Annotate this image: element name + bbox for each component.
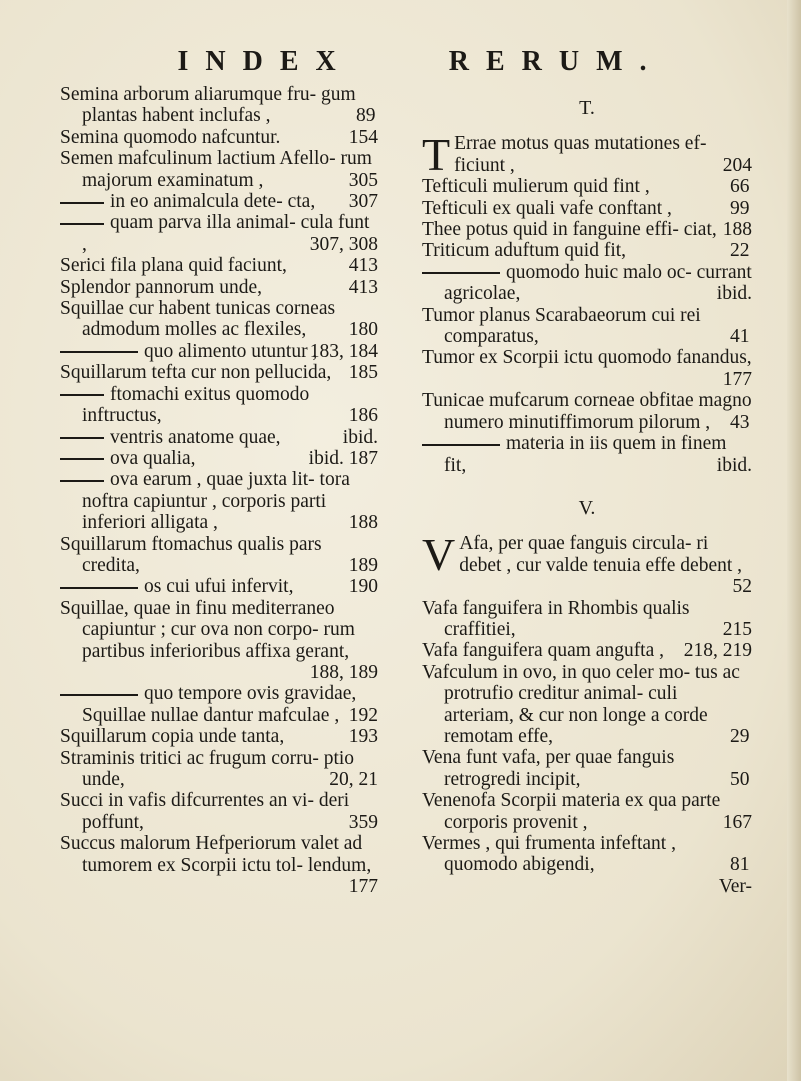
index-entry (60, 469, 378, 533)
entry-text: materia in iis quem in finem fit, (444, 433, 727, 476)
entry-page-number: ibid. (716, 283, 752, 305)
entry-text: Serici fila plana quid faciunt, (60, 255, 287, 277)
entry-page-number: 177 (722, 368, 752, 390)
entry-page-number: ibid. (342, 426, 378, 448)
index-entry: Vafculum in ovo, in quo celer mo- tus ac protrufio creditur animal- culi arteriam, & cur non longe a corde remotam effe, 29 (422, 661, 750, 747)
index-entry (60, 534, 378, 577)
section-heading-v: V. (578, 496, 596, 519)
entry-page-number: 190 (348, 576, 378, 598)
entry-text: Tumor ex Scorpii ictu quomodo fanandus, (422, 347, 752, 369)
index-entry (60, 212, 378, 255)
entry-text: Vafculum in ovo, in quo celer mo- tus ac protrufio creditur animal- culi arteriam, & cur non longe a corde remotam effe, (422, 661, 740, 747)
right-column (422, 84, 752, 897)
entry-page-number: 20, 21 (329, 769, 378, 790)
entry-page-number: 167 (722, 811, 752, 833)
entry-text: Thee potus quid in fanguine effi- ciat, (422, 219, 717, 241)
entry-page-number: 192 (348, 704, 378, 726)
entry-text: Succi in vafis difcurrentes an vi- deri poffunt, (60, 790, 350, 833)
entry-text: Vena funt vafa, per quae fanguis retrogredi incipit, (422, 747, 675, 790)
ditto-dash (60, 202, 104, 204)
index-entry (422, 529, 752, 598)
entry-text: Straminis tritici ac frugum corru- ptio unde, (60, 747, 355, 790)
entry-page-number: 305 (348, 169, 378, 191)
entry-page-number: 413 (348, 255, 378, 277)
entry-page-number: 188, 189 (309, 661, 378, 683)
header-rerum: RERUM. (448, 46, 664, 77)
index-entry (60, 384, 378, 427)
entry-text: quam parva illa animal- cula funt , (82, 212, 370, 255)
entry-page-number: 359 (348, 811, 378, 833)
entry-text: Squillae cur habent tunicas corneas admodum molles ac flexiles, (60, 298, 336, 341)
ditto-dash (60, 437, 104, 439)
dropcap: T (422, 129, 451, 181)
entry-page-number: 204 (722, 154, 752, 176)
entry-page-number: 193 (348, 726, 378, 748)
entry-text: os cui ufui infervit, (144, 576, 294, 598)
index-entry (60, 255, 378, 276)
dropcap: V (422, 529, 456, 581)
entry-page-number: 413 (348, 276, 378, 298)
index-entry (60, 790, 378, 833)
entry-page-number: 188 (348, 512, 378, 534)
entry-text: Squillarum copia unde tanta, (60, 726, 285, 748)
entry-text: quomodo huic malo oc- currant agricolae, (444, 261, 752, 305)
entry-text: Squillarum ftomachus qualis pars credita, (60, 533, 322, 576)
entry-page-number: 186 (348, 405, 378, 427)
ditto-dash (422, 272, 500, 274)
index-entry (60, 148, 378, 191)
page-header (0, 46, 801, 78)
section-heading-t: T. (579, 97, 595, 119)
entry-text: Squillae, quae in finu mediterraneo capiuntur ; cur ova non corpo- rum partibus inferioribus affixa gerant, (60, 597, 355, 662)
index-entry (60, 427, 378, 448)
v-entries (422, 529, 752, 876)
page-edge (787, 0, 801, 1081)
index-entry (422, 129, 752, 181)
t-entries (422, 129, 752, 476)
index-entry (60, 748, 378, 791)
index-entry (422, 790, 752, 833)
entry-text: Vafa fanguifera quam angufta , (422, 640, 665, 662)
entry-text: Triticum aduftum quid fit, (422, 240, 627, 262)
index-entry: Triticum aduftum quid fit, 22 (422, 240, 750, 262)
index-entry: Tumor planus Scarabaeorum cui rei comparatus, 41 (422, 304, 750, 348)
ditto-dash (422, 444, 500, 446)
index-entry (60, 341, 378, 362)
entry-text: Venenofa Scorpii materia ex qua parte corporis provenit , (422, 790, 721, 833)
entry-text: Succus malorum Hefperiorum valet ad tumorem ex Scorpii ictu tol- lendum, (60, 833, 372, 876)
index-entry (422, 347, 752, 390)
index-entry (60, 683, 378, 726)
entry-page-number: 177 (348, 876, 378, 898)
entry-text: Tunicae mufcarum corneae obfitae magno numero minutiffimorum pilorum , (422, 390, 752, 433)
entry-page-number: ibid. (716, 454, 752, 476)
entry-page-number: 52 (732, 576, 752, 598)
index-entry (60, 448, 378, 469)
entry-page-number: ibid. 187 (308, 447, 378, 469)
index-entry (422, 598, 752, 641)
entry-text: Splendor pannorum unde, (60, 276, 263, 298)
entry-page-number: 180 (348, 319, 378, 341)
index-entry: Tunicae mufcarum corneae obfitae magno numero minutiffimorum pilorum , 43 (422, 390, 752, 433)
ditto-dash (60, 587, 138, 589)
index-entry (60, 298, 378, 341)
entry-text: Squillarum tefta cur non pellucida, (60, 362, 332, 384)
entry-page-number: 185 (348, 362, 378, 384)
entry-text: Tefticuli mulierum quid fint , (422, 176, 650, 198)
index-entry: Tefticuli ex quali vafe conftant , 99 (422, 197, 750, 219)
ditto-dash (60, 351, 138, 353)
index-entry (60, 726, 378, 747)
ditto-dash (60, 458, 104, 460)
index-entry (422, 262, 752, 305)
entry-page-number: 183, 184 (309, 340, 378, 362)
entry-text: Vafa fanguifera in Rhombis qualis craffitiei, (422, 597, 690, 640)
entry-text: Semina arborum aliarumque fru- gum plantas habent inclufas , (60, 84, 356, 127)
ditto-dash (60, 694, 138, 696)
entry-text: Semina quomodo nafcuntur. (60, 126, 281, 148)
header-index: INDEX (177, 46, 353, 77)
entry-text: ventris anatome quae, (110, 426, 281, 448)
entry-text: Tefticuli ex quali vafe conftant , (422, 197, 672, 219)
entry-page-number: 154 (348, 126, 378, 148)
entry-page-number: 188 (722, 219, 752, 241)
entry-text: quo tempore ovis gravidae, Squillae nullae dantur mafculae , (82, 683, 357, 726)
index-entry (60, 576, 378, 597)
entry-page-number: 218, 219 (683, 640, 752, 662)
entry-text: ftomachi exitus quomodo inftructus, (82, 383, 310, 427)
entry-text: Semen mafculinum lactium Afello- rum majorum examinatum , (60, 148, 372, 191)
index-entry (60, 127, 378, 148)
index-entry (60, 833, 378, 897)
index-entry: Vena funt vafa, per quae fanguis retrogredi incipit, 50 (422, 747, 750, 790)
index-entry: Semina arborum aliarumque fru- gum plantas habent inclufas , 89 (60, 84, 376, 127)
entry-page-number: 307, 308 (309, 233, 378, 255)
entry-text: quo alimento utuntur , (144, 340, 318, 362)
ditto-dash (60, 394, 104, 396)
entry-text: Tumor planus Scarabaeorum cui rei comparatus, (422, 304, 701, 348)
index-entry (422, 640, 752, 661)
index-entry (60, 191, 378, 212)
entry-text: Errae motus quas mutationes ef- ficiunt , (454, 133, 707, 176)
index-entry (60, 598, 378, 684)
ditto-dash (60, 480, 104, 482)
index-entry: Vermes , qui frumenta infeftant , quomodo abigendi, 81 (422, 833, 750, 876)
left-column (60, 84, 378, 897)
index-entry: Tefticuli mulierum quid fint , 66 (422, 176, 750, 198)
entry-text: ova qualia, (110, 447, 196, 469)
entry-page-number: 189 (348, 554, 378, 576)
entry-text: in eo animalcula dete- cta, (110, 191, 316, 213)
entry-text: Afa, per quae fanguis circula- ri debet , cur valde tenuia effe debent , (459, 533, 743, 576)
index-entry (60, 277, 378, 298)
entry-text: ova earum , quae juxta lit- tora noftra capiuntur , corporis parti inferiori alligata , (82, 469, 350, 534)
entry-page-number: 307 (348, 191, 378, 213)
entry-page-number: 215 (722, 618, 752, 640)
entry-text: Vermes , qui frumenta infeftant , quomodo abigendi, (422, 833, 676, 876)
ditto-dash (60, 223, 104, 225)
catchword: Ver- (718, 875, 752, 897)
index-entry (422, 433, 752, 476)
index-entry (60, 362, 378, 383)
index-entry (422, 219, 752, 240)
